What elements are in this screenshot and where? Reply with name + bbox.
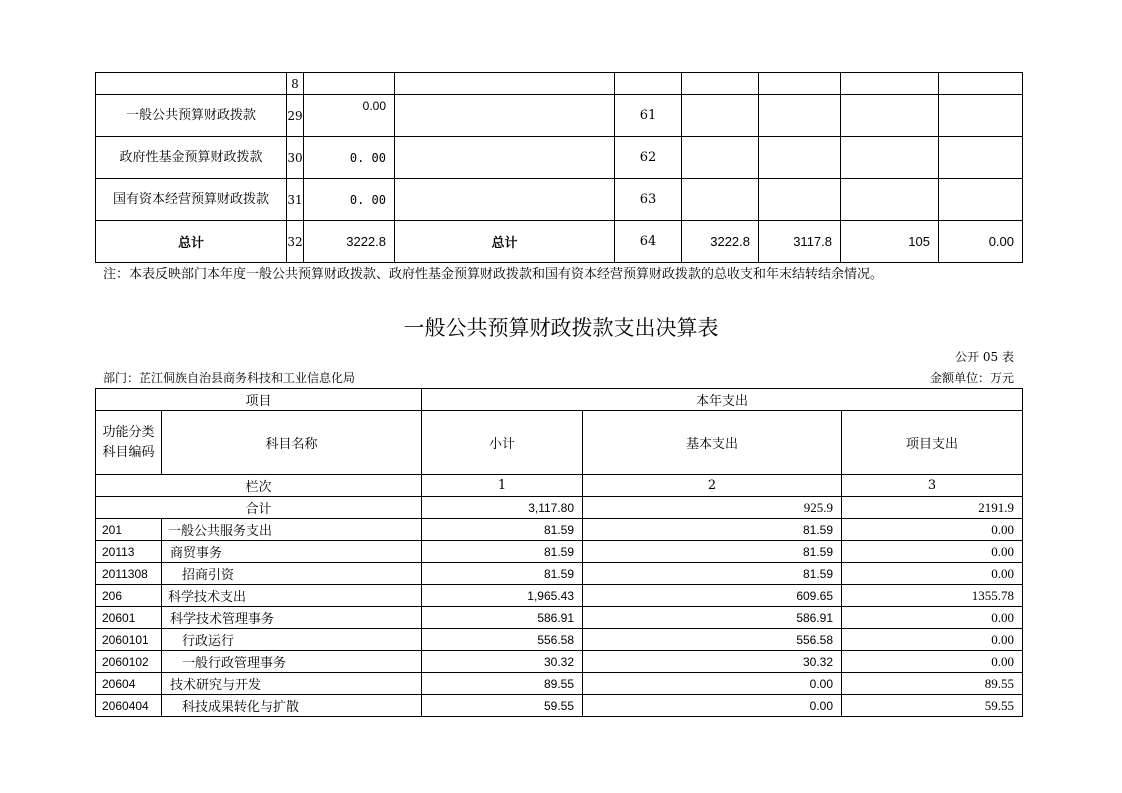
department-label: 部门：芷江侗族自治县商务科技和工业信息化局 <box>103 371 356 385</box>
amount-cell: 0. 00 <box>304 137 395 179</box>
basic-expense-amount: 609.65 <box>583 585 842 607</box>
amount-cell: 0. 00 <box>304 179 395 221</box>
cell <box>759 137 841 179</box>
total-basic: 925.9 <box>583 497 842 519</box>
total-label: 合计 <box>96 497 422 519</box>
total-value: 0.00 <box>939 221 1023 263</box>
cell <box>304 73 395 95</box>
total-value: 105 <box>841 221 939 263</box>
subtotal-amount: 1,965.43 <box>422 585 583 607</box>
cell <box>841 73 939 95</box>
header-project-expense: 项目支出 <box>842 411 1023 475</box>
table-row <box>96 673 1023 695</box>
table-note: 注：本表反映部门本年度一般公共预算财政拨款、政府性基金预算财政拨款和国有资本经营预算财政拨款的总收支和年末结转结余情况。 <box>103 267 884 282</box>
subject-code: 201 <box>96 519 162 541</box>
subject-code: 206 <box>96 585 162 607</box>
header-project: 项目 <box>96 389 422 411</box>
subtotal-amount: 81.59 <box>422 519 583 541</box>
basic-expense-amount: 81.59 <box>583 541 842 563</box>
subtotal-amount: 81.59 <box>422 541 583 563</box>
table-row <box>96 179 1023 221</box>
subtotal-amount: 30.32 <box>422 651 583 673</box>
total-row <box>96 497 1023 519</box>
cell <box>395 95 615 137</box>
basic-expense-amount: 586.91 <box>583 607 842 629</box>
cell <box>615 73 682 95</box>
column-number-row <box>96 475 1023 497</box>
subject-name: 科技成果转化与扩散 <box>162 695 422 717</box>
subject-name: 行政运行 <box>162 629 422 651</box>
project-expense-amount: 0.00 <box>842 541 1023 563</box>
cell <box>939 95 1023 137</box>
basic-expense-amount: 0.00 <box>583 695 842 717</box>
column-number: 3 <box>842 475 1023 497</box>
basic-expense-amount: 30.32 <box>583 651 842 673</box>
page-title: 一般公共预算财政拨款支出决算表 <box>403 316 719 340</box>
subtotal-amount: 81.59 <box>422 563 583 585</box>
project-expense-amount: 59.55 <box>842 695 1023 717</box>
subject-code: 2060101 <box>96 629 162 651</box>
cell <box>759 73 841 95</box>
total-label-right: 总计 <box>395 221 615 263</box>
subject-code: 2011308 <box>96 563 162 585</box>
header-row <box>96 411 1023 475</box>
line-number-right: 63 <box>615 179 682 221</box>
total-amount-left: 3222.8 <box>304 221 395 263</box>
subject-code: 20113 <box>96 541 162 563</box>
total-label-left: 总计 <box>96 221 287 263</box>
line-number: 29 <box>287 95 304 137</box>
cell <box>841 95 939 137</box>
table-code: 公开 05 表 <box>955 350 1014 364</box>
subtotal-amount: 586.91 <box>422 607 583 629</box>
cell <box>939 179 1023 221</box>
cell <box>682 95 759 137</box>
expense-rows <box>96 519 1023 717</box>
subject-name: 技术研究与开发 <box>162 673 422 695</box>
subject-code: 20601 <box>96 607 162 629</box>
cell <box>682 137 759 179</box>
project-expense-amount: 0.00 <box>842 651 1023 673</box>
header-row <box>96 389 1023 411</box>
column-number: 1 <box>422 475 583 497</box>
project-expense-amount: 0.00 <box>842 629 1023 651</box>
basic-expense-amount: 556.58 <box>583 629 842 651</box>
line-number: 32 <box>287 221 304 263</box>
cell <box>939 73 1023 95</box>
subtotal-amount: 59.55 <box>422 695 583 717</box>
cell <box>395 179 615 221</box>
header-subject-name: 科目名称 <box>162 411 422 475</box>
line-number: 8 <box>287 73 304 95</box>
subject-name: 科学技术支出 <box>162 585 422 607</box>
header-current-year-expense: 本年支出 <box>422 389 1023 411</box>
header-function-code: 功能分类科目编码 <box>96 411 162 475</box>
amount-cell: 0.00 <box>304 95 395 137</box>
table-row <box>96 585 1023 607</box>
subject-name: 科学技术管理事务 <box>162 607 422 629</box>
basic-expense-amount: 81.59 <box>583 563 842 585</box>
line-number-right: 62 <box>615 137 682 179</box>
total-value: 3117.8 <box>759 221 841 263</box>
line-number-right: 64 <box>615 221 682 263</box>
cell <box>395 137 615 179</box>
table-row <box>96 695 1023 717</box>
subject-code: 2060102 <box>96 651 162 673</box>
income-expense-summary-table-continued <box>95 72 1023 263</box>
table-row <box>96 629 1023 651</box>
project-expense-amount: 89.55 <box>842 673 1023 695</box>
cell <box>841 137 939 179</box>
column-number-label: 栏次 <box>96 475 422 497</box>
table-row <box>96 541 1023 563</box>
general-budget-expense-table <box>95 388 1023 717</box>
cell <box>395 73 615 95</box>
column-number: 2 <box>583 475 842 497</box>
cell <box>841 179 939 221</box>
basic-expense-amount: 81.59 <box>583 519 842 541</box>
project-expense-amount: 0.00 <box>842 519 1023 541</box>
total-project: 2191.9 <box>842 497 1023 519</box>
total-row <box>96 221 1023 263</box>
table-row <box>96 607 1023 629</box>
project-expense-amount: 0.00 <box>842 607 1023 629</box>
table-row <box>96 563 1023 585</box>
subject-code: 20604 <box>96 673 162 695</box>
row-label: 一般公共预算财政拨款 <box>96 95 287 137</box>
header-basic-expense: 基本支出 <box>583 411 842 475</box>
cell <box>682 179 759 221</box>
total-subtotal: 3,117.80 <box>422 497 583 519</box>
cell <box>682 73 759 95</box>
subtotal-amount: 89.55 <box>422 673 583 695</box>
basic-expense-amount: 0.00 <box>583 673 842 695</box>
table-row <box>96 137 1023 179</box>
header-subtotal: 小计 <box>422 411 583 475</box>
line-number: 31 <box>287 179 304 221</box>
subtotal-amount: 556.58 <box>422 629 583 651</box>
subject-code: 2060404 <box>96 695 162 717</box>
table-row <box>96 95 1023 137</box>
row-label: 政府性基金预算财政拨款 <box>96 137 287 179</box>
line-number-right: 61 <box>615 95 682 137</box>
subject-name: 一般行政管理事务 <box>162 651 422 673</box>
line-number: 30 <box>287 137 304 179</box>
subject-name: 招商引资 <box>162 563 422 585</box>
cell <box>759 179 841 221</box>
project-expense-amount: 0.00 <box>842 563 1023 585</box>
row-label: 国有资本经营预算财政拨款 <box>96 179 287 221</box>
subject-name: 商贸事务 <box>162 541 422 563</box>
cell <box>96 73 287 95</box>
amount-unit-label: 金额单位：万元 <box>929 371 1014 385</box>
total-value: 3222.8 <box>682 221 759 263</box>
subject-name: 一般公共服务支出 <box>162 519 422 541</box>
cell <box>759 95 841 137</box>
table-row <box>96 519 1023 541</box>
table-row <box>96 651 1023 673</box>
table-row-partial <box>96 73 1023 95</box>
cell <box>939 137 1023 179</box>
project-expense-amount: 1355.78 <box>842 585 1023 607</box>
